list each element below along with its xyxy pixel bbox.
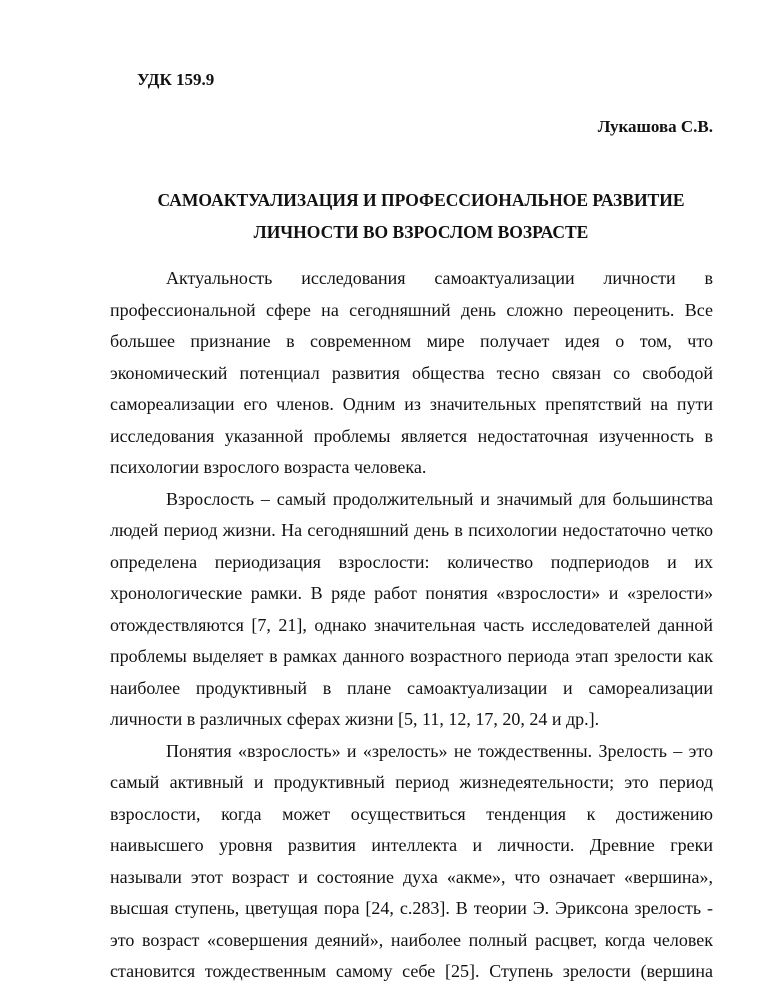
text-line: исследования указанной проблемы является недостаточная изученность в xyxy=(110,425,713,446)
text-line: взрослости, когда может осуществиться тенденция к достижению xyxy=(110,803,713,824)
text-line: личности в различных сферах жизни [5, 11, 12, 17, 20, 24 и др.]. xyxy=(110,709,600,729)
text-line: психологии взрослого возраста человека. xyxy=(110,457,427,477)
text-line: хронологические рамки. В ряде работ понятия «взрослости» и «зрелости» xyxy=(110,583,713,603)
article-title xyxy=(110,184,732,248)
text-line: Взрослость – самый продолжительный и значимый для большинства xyxy=(166,488,713,509)
text-line: Актуальность исследования самоактуализации личности в xyxy=(166,268,713,288)
paragraph xyxy=(110,263,713,484)
title-line: ЛИЧНОСТИ ВО ВЗРОСЛОМ ВОЗРАСТЕ xyxy=(253,222,589,242)
text-line: становится тождественным самому себе [25]. Ступень зрелости (вершина xyxy=(110,961,713,981)
text-line: профессиональной сфере на сегодняшний день сложно переоценить. Все xyxy=(110,299,713,320)
text-line: высшая ступень, цветущая пора [24, с.283]. В теории Э. Эриксона зрелость - xyxy=(110,898,713,918)
paragraph xyxy=(110,484,713,736)
text-line: наивысшего уровня развития интеллекта и личности. Древние греки xyxy=(110,835,713,855)
udk-code: УДК 159.9 xyxy=(137,70,215,89)
author-name: Лукашова С.В. xyxy=(597,117,713,136)
text-line: определена периодизация взрослости: количество подпериодов и их xyxy=(110,551,713,572)
text-line: людей период жизни. На сегодняшний день в психологии недостаточно четко xyxy=(110,520,713,540)
text-line: называли этот возраст и состояние духа «акме», что означает «вершина», xyxy=(110,866,713,887)
text-line: самореализации его членов. Одним из значительных препятствий на пути xyxy=(110,394,713,414)
text-line: большее признание в современном мире получает идея о том, что xyxy=(110,331,713,351)
title-line: САМОАКТУАЛИЗАЦИЯ И ПРОФЕССИОНАЛЬНОЕ РАЗВИТИЕ xyxy=(157,190,685,210)
text-line: Понятия «взрослость» и «зрелость» не тождественны. Зрелость – это xyxy=(166,740,713,761)
article-body xyxy=(110,263,713,988)
text-line: наиболее продуктивный в плане самоактуализации и самореализации xyxy=(110,677,713,698)
text-line: экономический потенциал развития общества тесно связан со свободой xyxy=(110,362,713,383)
text-line: отождествляются [7, 21], однако значительная часть исследователей данной xyxy=(110,614,713,635)
text-line: самый активный и продуктивный период жизнедеятельности; это период xyxy=(110,772,713,792)
text-line: это возраст «совершения деяний», наиболее полный расцвет, когда человек xyxy=(110,929,713,950)
paragraph xyxy=(110,736,713,988)
text-line: проблемы выделяет в рамках данного возрастного периода этап зрелости как xyxy=(110,646,713,666)
